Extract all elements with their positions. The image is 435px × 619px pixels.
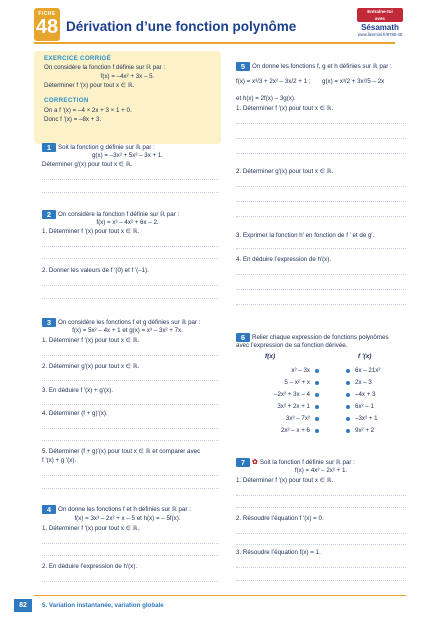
ex6-left-item: 2x² – x + 6 (280, 427, 310, 434)
ex4-statement: 4 On donne les fonctions f et h définies sur ℝ par : (42, 505, 191, 514)
answer-line[interactable] (236, 580, 406, 581)
ex6-left-dot[interactable] (315, 369, 319, 373)
answer-line[interactable] (42, 258, 219, 259)
answer-line[interactable] (236, 495, 406, 496)
answer-line[interactable] (42, 179, 219, 180)
brand-line2: avec (374, 16, 386, 21)
ex6-right-dot[interactable] (346, 417, 350, 421)
ex2-q1: 1. Déterminer f ′(x) pour tout x ∈ ℝ. (42, 228, 140, 235)
answer-line[interactable] (42, 428, 219, 429)
answer-line[interactable] (236, 201, 406, 202)
exercice-corrige-heading: EXERCICE CORRIGÉ (44, 55, 112, 62)
ex2-statement: 2 On considère la fonction f définie sur ℝ par : (42, 210, 179, 219)
ex7-q1: 1. Déterminer f ′(x) pour tout x ∈ ℝ. (236, 477, 334, 484)
answer-line[interactable] (42, 355, 219, 356)
ex6-right-dot[interactable] (346, 393, 350, 397)
ex6-left-dot[interactable] (315, 381, 319, 385)
answer-line[interactable] (236, 304, 406, 305)
chapter-title: 5. Variation instantanée, variation globale (42, 602, 164, 609)
ex6-right-dot[interactable] (346, 381, 350, 385)
answer-line[interactable] (42, 581, 219, 582)
ec-correction-line1: On a f ′(x) = –4 × 2x + 3 × 1 + 0. (44, 107, 132, 114)
ex6-right-item: 2x – 3 (355, 379, 372, 386)
ex3-q2: 2. Déterminer g′(x) pour tout x ∈ ℝ. (42, 363, 140, 370)
answer-line[interactable] (42, 192, 219, 193)
answer-line[interactable] (236, 248, 406, 249)
ex2-formula: f(x) = x³ – 4x² + 6x – 2. (96, 219, 159, 226)
answer-line[interactable] (236, 567, 406, 568)
answer-line[interactable] (236, 138, 406, 139)
answer-line[interactable] (236, 289, 406, 290)
ex7-statement: 7 ✿ Soit la fonction f définie sur ℝ par : (236, 458, 355, 467)
ex4-q1: 1. Déterminer f ′(x) pour tout x ∈ ℝ. (42, 525, 140, 532)
ex3-q5: 5. Déterminer (f + g)′(x) pour tout x ∈ ℝ et comparer avec (42, 448, 201, 455)
ec-correction-line2: Donc f ′(x) = –8x + 3. (44, 116, 102, 123)
answer-line[interactable] (42, 404, 219, 405)
fiche-number: 48 (35, 16, 59, 38)
ex7-formula: f(x) = 4x³ – 2x² + 1. (294, 467, 348, 474)
ex1-formula: g(x) = –3x³ + 5x² – 3x + 1. (91, 152, 164, 159)
ex1-question: Déterminer g′(x) pour tout x ∈ ℝ. (42, 161, 133, 168)
ex5-q3: 3. Exprimer la fonction h′ en fonction de f ′ et de g′. (236, 232, 375, 239)
answer-line[interactable] (42, 555, 219, 556)
answer-line[interactable] (236, 186, 406, 187)
correction-heading: CORRECTION (44, 97, 89, 104)
ex6-col-right-header: f ′(x) (358, 353, 372, 360)
ex6-statement-cont: avec l’expression de sa fonction dérivée. (236, 342, 348, 349)
fiche-badge (34, 8, 60, 41)
ex3-statement: 3 On considère les fonctions f et g définies sur ℝ par : (42, 318, 200, 327)
ex3-number: 3 (42, 318, 56, 327)
ex6-left-item: –2x² + 3x – 4 (274, 391, 310, 398)
brain-icon: ✿ (252, 459, 258, 466)
ex6-left-item: 3x³ – 7x² (285, 415, 310, 422)
answer-line[interactable] (42, 475, 219, 476)
ex3-q3: 3. En déduire f ′(x) + g′(x). (42, 387, 113, 394)
ex5-statement: 5 On donne les fonctions f, g et h définies sur ℝ par : (236, 62, 392, 71)
ex6-statement: 6 Relier chaque expression de fonctions polynômes (236, 333, 389, 342)
ex3-q5-cont: f ′(x) + g ′(x). (42, 457, 77, 464)
ex1-statement: 1 Soit la fonction g définie sur ℝ par : (42, 143, 155, 152)
answer-line[interactable] (236, 544, 406, 545)
ec-question: Déterminer f ′(x) pour tout x ∈ ℝ. (44, 82, 135, 89)
ex6-right-dot[interactable] (346, 405, 350, 409)
ex4-formula: f(x) = 3x³ – 2x² + x – 5 et h(x) = – 5f(x). (74, 515, 181, 522)
ex5-g-def: g(x) = x³/2 + 3x²/5 – 2x (322, 78, 385, 85)
ex5-q1: 1. Déterminer f ′(x) pour tout x ∈ ℝ. (236, 105, 334, 112)
fiche-label: FICHE (38, 11, 56, 17)
ex6-col-left-header: f(x) (265, 353, 276, 360)
page-number: 82 (14, 599, 32, 612)
ex3-q4: 4. Déterminer (f + g)′(x). (42, 410, 108, 417)
brand-url: www.lienmini.fr/9780-45 (357, 32, 403, 37)
answer-line[interactable] (236, 123, 406, 124)
answer-line[interactable] (42, 543, 219, 544)
ex3-q1: 1. Déterminer f ′(x) pour tout x ∈ ℝ. (42, 337, 140, 344)
ex6-right-dot[interactable] (346, 429, 350, 433)
ex5-f-def: f(x) = x³/3 + 2x² – 3x/2 + 1 ; (236, 78, 311, 85)
ex5-h-def: et h(x) = 2f(x) – 3g(x). (236, 95, 296, 102)
ex5-q4: 4. En déduire l’expression de h′(x). (236, 256, 332, 263)
sesamath-link[interactable] (355, 8, 405, 44)
ex6-left-dot[interactable] (315, 417, 319, 421)
ex6-number: 6 (236, 333, 250, 342)
ex6-left-item: x³ – 3x (291, 367, 310, 374)
ex6-left-dot[interactable] (315, 429, 319, 433)
answer-line[interactable] (236, 533, 406, 534)
ex2-q2: 2. Donner les valeurs de f ′(0) et f ′(–1). (42, 267, 149, 274)
ec-statement: On considère la fonction f définie sur ℝ par : (44, 64, 166, 71)
ex4-number: 4 (42, 505, 56, 514)
title-divider (34, 42, 395, 44)
ex6-left-dot[interactable] (315, 393, 319, 397)
ex6-left-item: 5 – x² + x (284, 379, 310, 386)
answer-line[interactable] (236, 216, 406, 217)
ex7-q2: 2. Résoudre l’équation f ′(x) = 0. (236, 515, 324, 522)
answer-line[interactable] (42, 380, 219, 381)
monitor-icon (357, 8, 403, 22)
answer-line[interactable] (42, 246, 219, 247)
ex5-number: 5 (236, 62, 250, 71)
ex6-right-item: –4x + 3 (355, 391, 376, 398)
ex6-left-item: 3x² + 2x + 1 (277, 403, 310, 410)
answer-line[interactable] (236, 153, 406, 154)
answer-line[interactable] (236, 507, 406, 508)
ex7-number: 7 (236, 458, 250, 467)
answer-line[interactable] (42, 440, 219, 441)
exercice-corrige-box (34, 51, 221, 144)
ex6-right-dot[interactable] (346, 369, 350, 373)
ex7-q3: 3. Résoudre l’équation f(x) = 1. (236, 549, 321, 556)
answer-line[interactable] (236, 274, 406, 275)
page-title: Dérivation d’une fonction polynôme (66, 19, 297, 34)
ex4-q2: 2. En déduire l’expression de h′(x). (42, 563, 138, 570)
ex6-right-item: 6x² – 1 (355, 403, 374, 410)
answer-line[interactable] (42, 488, 219, 489)
ex6-right-item: –3x² + 1 (355, 415, 378, 422)
brand-name: Sésamath (361, 23, 399, 32)
brand-line1: Entraîne-toi (367, 9, 393, 14)
ex2-number: 2 (42, 210, 56, 219)
ex6-left-dot[interactable] (315, 405, 319, 409)
ex6-right-item: 6x – 21x² (355, 367, 381, 374)
footer-divider (34, 595, 406, 596)
ec-formula: f(x) = –4x² + 3x – 5. (100, 73, 155, 80)
ex5-q2: 2. Déterminer g′(x) pour tout x ∈ ℝ. (236, 168, 334, 175)
ex3-formula: f(x) = 5x² – 4x + 1 et g(x) = x³ – 3x² + 7x. (72, 327, 183, 334)
answer-line[interactable] (42, 285, 219, 286)
ex6-right-item: 9x² + 2 (355, 427, 375, 434)
ex1-number: 1 (42, 143, 56, 152)
answer-line[interactable] (42, 298, 219, 299)
